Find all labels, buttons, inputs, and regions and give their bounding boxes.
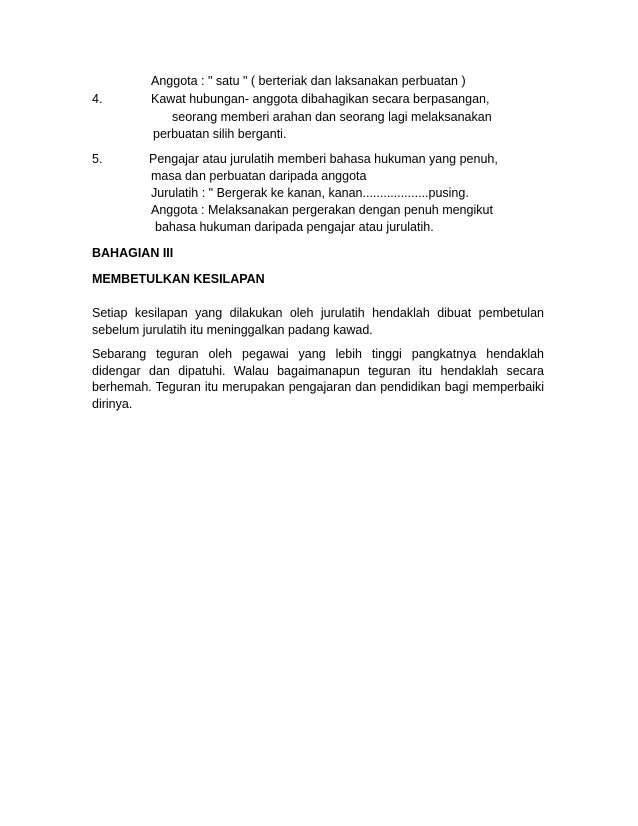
section-heading: BAHAGIAN III [92, 246, 174, 260]
section-subheading: MEMBETULKAN KESILAPAN [92, 272, 265, 286]
list-item-line: seorang memberi arahan dan seorang lagi melaksanakan [172, 110, 492, 124]
list-item-line: Anggota : Melaksanakan pergerakan dengan penuh mengikut [151, 203, 493, 217]
list-item-number: 4. [92, 92, 103, 106]
list-item-line: masa dan perbuatan daripada anggota [151, 169, 367, 183]
list-continuation-line: Anggota : " satu " ( berteriak dan laksanakan perbuatan ) [151, 74, 466, 88]
list-item-line: Pengajar atau jurulatih memberi bahasa hukuman yang penuh, [149, 152, 498, 166]
list-item-line: Jurulatih : " Bergerak ke kanan, kanan...................pusing. [151, 186, 469, 200]
list-item-line: bahasa hukuman daripada pengajar atau jurulatih. [155, 220, 434, 234]
body-paragraph: Sebarang teguran oleh pegawai yang lebih tinggi pangkatnya hendaklah didengar dan dipatuhi. Walau bagaimanapun teguran itu hendaklah secara berhemah. Teguran itu merupakan pengajaran dan pendidikan bagi memperbaiki dirinya. [92, 347, 544, 411]
list-item-line: perbuatan silih berganti. [153, 127, 287, 141]
list-item-number: 5. [92, 152, 103, 166]
list-item-line: Kawat hubungan- anggota dibahagikan secara berpasangan, [151, 92, 490, 106]
body-paragraph: Setiap kesilapan yang dilakukan oleh jurulatih hendaklah dibuat pembetulan sebelum jurulatih itu meninggalkan padang kawad. [92, 306, 544, 337]
